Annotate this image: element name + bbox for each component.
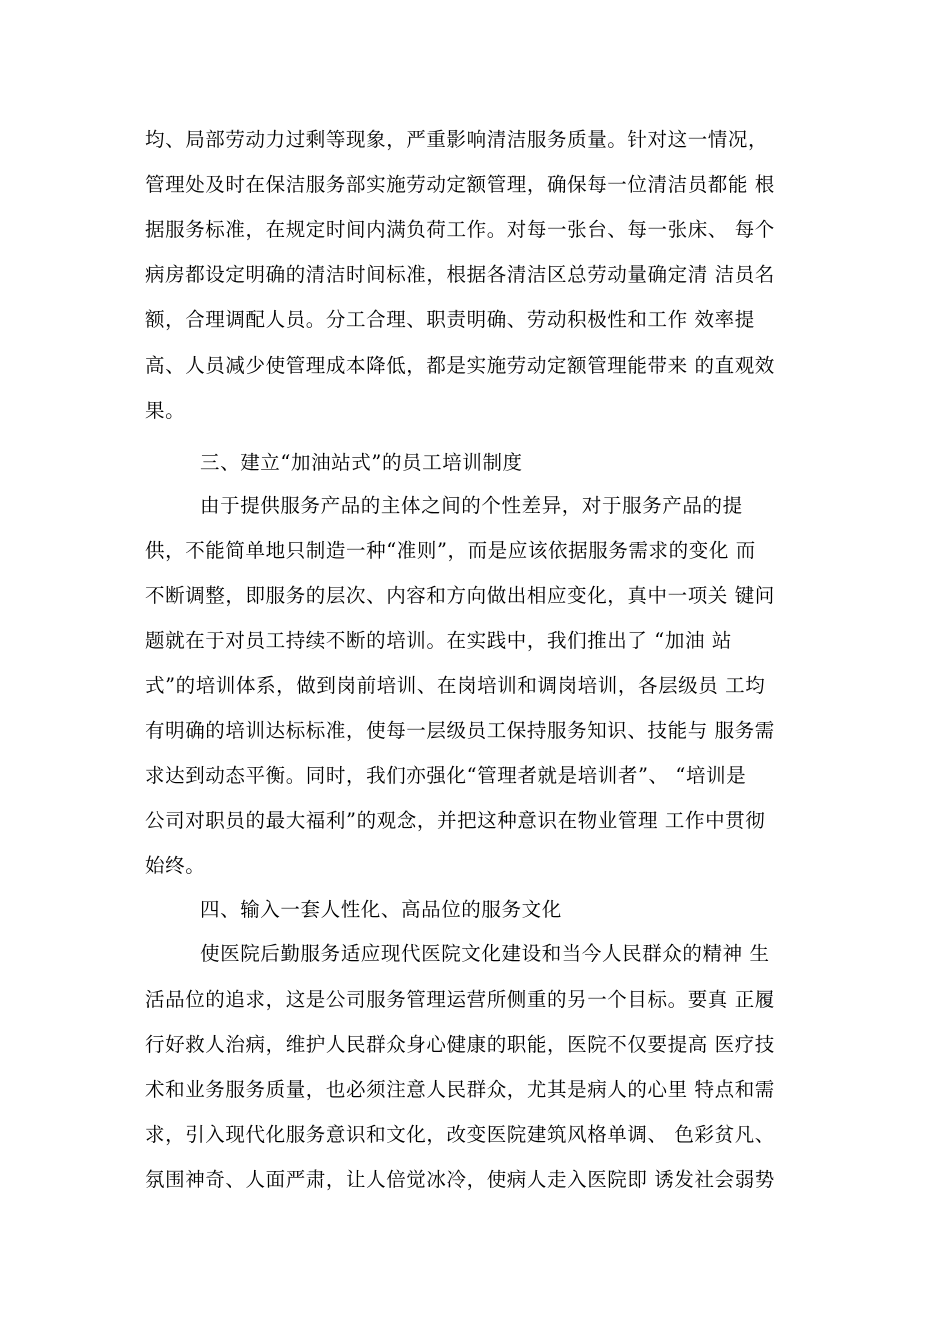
paragraph-line: 高、人员减少使管理成本降低，都是实施劳动定额管理能带来 的直观效 [145, 354, 775, 377]
section-heading: 四、输入一套人性化、高品位的服务文化 [200, 898, 562, 921]
paragraph-line: 行好救人治病，维护人民群众身心健康的职能，医院不仅要提高 医疗技 [145, 1033, 775, 1056]
paragraph-line: 式”的培训体系，做到岗前培训、在岗培训和调岗培训，各层级员 工均 [145, 674, 766, 697]
paragraph-line: 始终。 [145, 854, 206, 877]
paragraph-line: 额，合理调配人员。分工合理、职责明确、劳动积极性和工作 效率提 [145, 308, 755, 331]
paragraph-line: 据服务标准，在规定时间内满负荷工作。对每一张台、每一张床、 每个 [145, 218, 775, 241]
paragraph-line: 不断调整，即服务的层次、内容和方向做出相应变化，真中一项关 键问 [145, 584, 775, 607]
paragraph-line: 果。 [145, 399, 186, 422]
paragraph-line: 活品位的追求，这是公司服务管理运营所侧重的另一个目标。要真 正履 [145, 988, 775, 1011]
paragraph-line: 公司对职员的最大福利”的观念，并把这种意识在物业管理 工作中贯彻 [145, 809, 766, 832]
paragraph-line: 氛围神奇、人面严肃，让人倍觉冰冷，使病人走入医院即 诱发社会弱势 [145, 1168, 775, 1191]
paragraph-line: 均、局部劳动力过剩等现象，严重影响清洁服务质量。针对这一情况， [145, 128, 769, 151]
paragraph-line: 病房都设定明确的清洁时间标准，根据各清洁区总劳动量确定清 洁员名 [145, 263, 775, 286]
paragraph-line: 供，不能简单地只制造一种“准则”，而是应该依据服务需求的变化 而 [145, 539, 756, 562]
paragraph-line: 题就在于对员工持续不断的培训。在实践中，我们推出了 “加油 站 [145, 629, 732, 652]
paragraph-line: 管理处及时在保洁服务部实施劳动定额管理，确保每一位清洁员都能 根 [145, 173, 775, 196]
paragraph-line: 有明确的培训达标标准，使每一层级员工保持服务知识、技能与 服务需 [145, 719, 775, 742]
paragraph-line: 求达到动态平衡。同时，我们亦强化“管理者就是培训者”、 “培训是 [145, 764, 747, 787]
paragraph-line: 使医院后勤服务适应现代医院文化建设和当今人民群众的精神 生 [200, 942, 770, 965]
paragraph-line: 由于提供服务产品的主体之间的个性差异，对于服务产品的提 [200, 494, 743, 517]
section-heading: 三、建立“加油站式”的员工培训制度 [200, 451, 523, 474]
paragraph-line: 术和业务服务质量，也必须注意人民群众，尤其是病人的心里 特点和需 [145, 1078, 775, 1101]
paragraph-line: 求，引入现代化服务意识和文化，改变医院建筑风格单调、 色彩贫凡、 [145, 1123, 775, 1146]
